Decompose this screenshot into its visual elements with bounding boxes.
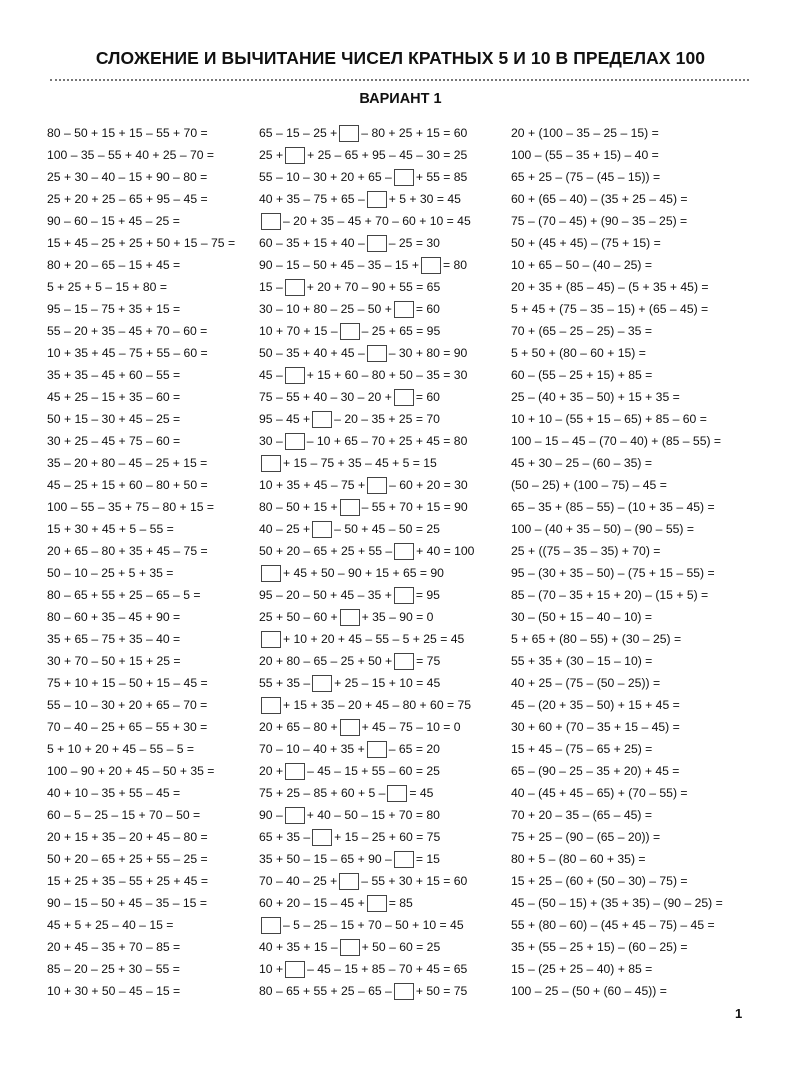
expression-row: 60 – (55 – 25 + 15) + 85 =	[511, 368, 653, 382]
answer-box[interactable]	[285, 433, 305, 450]
equation-right-part: = 95	[415, 588, 440, 602]
equation-row	[259, 276, 499, 298]
expression-row: 10 + 10 – (55 + 15 – 65) + 85 – 60 =	[511, 412, 707, 426]
expression-row: 25 + ((75 – 35 – 35) + 70) =	[511, 544, 661, 558]
equation-left-part: 65 + 35 –	[259, 830, 311, 844]
equation-row	[259, 342, 499, 364]
equation-row	[259, 694, 499, 716]
expression-row: 15 + 25 – (60 + (50 – 30) – 75) =	[511, 874, 688, 888]
equation-row	[259, 364, 499, 386]
equation-left-part: 40 + 35 + 15 –	[259, 940, 338, 954]
equation-right-part: – 5 – 25 – 15 + 70 – 50 + 10 = 45	[283, 918, 464, 932]
expression-row: 35 + (55 – 25 + 15) – (60 – 25) =	[511, 940, 688, 954]
equation-left-part: 25 + 50 – 60 +	[259, 610, 338, 624]
column-plain-expressions	[47, 122, 247, 1002]
equation-right-part: – 30 + 80 = 90	[388, 346, 468, 360]
expression-row: 40 + 25 – (75 – (50 – 25)) =	[511, 676, 661, 690]
equation-left-part: 20 + 80 – 65 – 25 + 50 +	[259, 654, 393, 668]
expression-row: 45 – (20 + 35 – 50) + 15 + 45 =	[511, 698, 680, 712]
answer-box[interactable]	[367, 895, 387, 912]
equation-right-part: + 50 – 60 = 25	[361, 940, 441, 954]
equation-right-part: – 45 – 15 + 85 – 70 + 45 = 65	[307, 962, 468, 976]
equation-left-part: 95 – 20 – 50 + 45 – 35 +	[259, 588, 392, 602]
expression-row: 15 + 45 – 25 + 25 + 50 + 15 – 75 =	[47, 236, 236, 250]
equation-row	[259, 408, 499, 430]
equation-right-part: + 45 + 50 – 90 + 15 + 65 = 90	[283, 566, 444, 580]
equation-row	[259, 452, 499, 474]
expression-row: 75 – (70 – 45) + (90 – 35 – 25) =	[511, 214, 688, 228]
expression-row: 10 + 35 + 45 – 75 + 55 – 60 =	[47, 346, 208, 360]
answer-box[interactable]	[261, 213, 281, 230]
expression-row: 80 – 50 + 15 + 15 – 55 + 70 =	[47, 126, 208, 140]
expression-row: (50 – 25) + (100 – 75) – 45 =	[511, 478, 667, 492]
equation-left-part: 10 +	[259, 962, 284, 976]
answer-box[interactable]	[367, 477, 387, 494]
equation-row	[259, 496, 499, 518]
expression-row: 20 + 35 + (85 – 45) – (5 + 35 + 45) =	[511, 280, 709, 294]
expression-row: 50 + (45 + 45) – (75 + 15) =	[511, 236, 661, 250]
equation-row	[259, 914, 499, 936]
equation-row	[259, 804, 499, 826]
equation-row	[259, 320, 499, 342]
expression-row: 70 – 40 – 25 + 65 – 55 + 30 =	[47, 720, 208, 734]
expression-row: 85 – 20 – 25 + 30 – 55 =	[47, 962, 180, 976]
equation-left-part: 70 – 10 – 40 + 35 +	[259, 742, 365, 756]
expression-row: 45 + 25 – 15 + 35 – 60 =	[47, 390, 181, 404]
dotted-divider	[50, 79, 749, 81]
equation-right-part: – 25 + 65 = 95	[361, 324, 441, 338]
equation-right-part: + 15 – 75 + 35 – 45 + 5 = 15	[283, 456, 437, 470]
answer-box[interactable]	[285, 807, 305, 824]
equation-right-part: – 10 + 65 – 70 + 25 + 45 = 80	[306, 434, 468, 448]
equation-left-part: 25 +	[259, 148, 284, 162]
equation-right-part: – 55 + 30 + 15 = 60	[361, 874, 468, 888]
answer-box[interactable]	[261, 631, 281, 648]
expression-row: 55 – 20 + 35 – 45 + 70 – 60 =	[47, 324, 208, 338]
equation-row	[259, 474, 499, 496]
expression-row: 45 + 5 + 25 – 40 – 15 =	[47, 918, 174, 932]
expression-row: 45 – (50 – 15) + (35 + 35) – (90 – 25) =	[511, 896, 723, 910]
equation-left-part: 15 –	[259, 280, 283, 294]
answer-box[interactable]	[285, 279, 305, 296]
equation-left-part: 20 +	[259, 764, 284, 778]
equation-left-part: 50 + 20 – 65 + 25 + 55 –	[259, 544, 393, 558]
equation-left-part: 55 + 35 –	[259, 676, 311, 690]
expression-row: 25 – (40 + 35 – 50) + 15 + 35 =	[511, 390, 680, 404]
answer-box[interactable]	[340, 939, 360, 956]
column-missing-number-equations	[259, 122, 499, 1002]
answer-box[interactable]	[367, 345, 387, 362]
expression-row: 85 – (70 – 35 + 15 + 20) – (15 + 5) =	[511, 588, 709, 602]
expression-row: 10 + 65 – 50 – (40 – 25) =	[511, 258, 652, 272]
expression-row: 55 – 10 – 30 + 20 + 65 – 70 =	[47, 698, 208, 712]
answer-box[interactable]	[285, 961, 305, 978]
equation-row	[259, 760, 499, 782]
expression-row: 50 + 15 – 30 + 45 – 25 =	[47, 412, 181, 426]
expression-row: 90 – 15 – 50 + 45 – 35 – 15 =	[47, 896, 207, 910]
equation-right-part: + 50 = 75	[415, 984, 468, 998]
equation-right-part: – 55 + 70 + 15 = 90	[361, 500, 468, 514]
expression-row: 40 + 10 – 35 + 55 – 45 =	[47, 786, 181, 800]
expression-row: 75 + 25 – (90 – (65 – 20)) =	[511, 830, 661, 844]
equation-row	[259, 892, 499, 914]
equation-right-part: = 75	[416, 654, 441, 668]
equation-right-part: + 25 – 15 + 10 = 45	[334, 676, 441, 690]
expression-row: 15 + 30 + 45 + 5 – 55 =	[47, 522, 174, 536]
expression-row: 20 + 15 + 35 – 20 + 45 – 80 =	[47, 830, 208, 844]
answer-box[interactable]	[394, 653, 414, 670]
equation-left-part: 80 – 50 + 15 +	[259, 500, 338, 514]
equation-right-part: – 60 + 20 = 30	[389, 478, 468, 492]
equation-row	[259, 672, 499, 694]
expression-row: 100 – 25 – (50 + (60 – 45)) =	[511, 984, 667, 998]
equation-row	[259, 298, 499, 320]
expression-row: 35 – 20 + 80 – 45 – 25 + 15 =	[47, 456, 208, 470]
equation-right-part: = 45	[409, 786, 434, 800]
answer-box[interactable]	[340, 609, 360, 626]
answer-box[interactable]	[421, 257, 441, 274]
answer-box[interactable]	[340, 719, 360, 736]
answer-box[interactable]	[367, 741, 387, 758]
equation-row	[259, 628, 499, 650]
answer-box[interactable]	[394, 587, 414, 604]
answer-box[interactable]	[285, 763, 305, 780]
expression-row: 20 + 45 – 35 + 70 – 85 =	[47, 940, 181, 954]
equation-left-part: 60 + 20 – 15 – 45 +	[259, 896, 365, 910]
equation-right-part: – 50 + 45 – 50 = 25	[334, 522, 440, 536]
answer-box[interactable]	[312, 829, 332, 846]
expression-row: 30 + 70 – 50 + 15 + 25 =	[47, 654, 181, 668]
equation-left-part: 90 –	[259, 808, 283, 822]
expression-row: 50 + 20 – 65 + 25 + 55 – 25 =	[47, 852, 208, 866]
equation-left-part: 70 – 40 – 25 +	[259, 874, 338, 888]
page-number: 1	[735, 1006, 743, 1021]
expression-row: 65 + 25 – (75 – (45 – 15)) =	[511, 170, 661, 184]
expression-row: 10 + 30 + 50 – 45 – 15 =	[47, 984, 181, 998]
expression-row: 30 – (50 + 15 – 40 – 10) =	[511, 610, 652, 624]
expression-row: 45 + 30 – 25 – (60 – 35) =	[511, 456, 652, 470]
answer-box[interactable]	[312, 411, 332, 428]
equation-row	[259, 188, 499, 210]
expression-row: 20 + (100 – 35 – 25 – 15) =	[511, 126, 659, 140]
expression-row: 45 – 25 + 15 + 60 – 80 + 50 =	[47, 478, 208, 492]
equation-row	[259, 518, 499, 540]
equation-left-part: 30 – 10 + 80 – 25 – 50 +	[259, 302, 392, 316]
answer-box[interactable]	[261, 455, 281, 472]
answer-box[interactable]	[339, 125, 359, 142]
equation-row	[259, 232, 499, 254]
equation-row	[259, 716, 499, 738]
equation-left-part: 90 – 15 – 50 + 45 – 35 – 15 +	[259, 258, 419, 272]
equation-row	[259, 826, 499, 848]
equation-left-part: 50 – 35 + 40 + 45 –	[259, 346, 365, 360]
expression-row: 100 – 55 – 35 + 75 – 80 + 15 =	[47, 500, 215, 514]
equation-row	[259, 738, 499, 760]
equation-left-part: 30 –	[259, 434, 283, 448]
equation-right-part: – 65 = 20	[388, 742, 440, 756]
equation-right-part: = 85	[388, 896, 413, 910]
answer-box[interactable]	[285, 147, 305, 164]
equation-row	[259, 386, 499, 408]
expression-row: 5 + 65 + (80 – 55) + (30 – 25) =	[511, 632, 682, 646]
answer-box[interactable]	[394, 301, 414, 318]
equation-left-part: 55 – 10 – 30 + 20 + 65 –	[259, 170, 392, 184]
equation-right-part: + 15 + 35 – 20 + 45 – 80 + 60 = 75	[283, 698, 472, 712]
answer-box[interactable]	[312, 521, 332, 538]
expression-row: 65 – 35 + (85 – 55) – (10 + 35 – 45) =	[511, 500, 715, 514]
equation-left-part: 75 – 55 + 40 – 30 – 20 +	[259, 390, 392, 404]
equation-row	[259, 870, 499, 892]
expression-row: 30 + 60 + (70 – 35 + 15 – 45) =	[511, 720, 680, 734]
expression-row: 55 + 35 + (30 – 15 – 10) =	[511, 654, 653, 668]
equation-row	[259, 848, 499, 870]
equation-right-part: + 25 – 65 + 95 – 45 – 30 = 25	[307, 148, 468, 162]
expression-row: 5 + 25 + 5 – 15 + 80 =	[47, 280, 167, 294]
expression-row: 100 – (55 – 35 + 15) – 40 =	[511, 148, 659, 162]
expression-row: 80 – 65 + 55 + 25 – 65 – 5 =	[47, 588, 201, 602]
expression-row: 80 + 20 – 65 – 15 + 45 =	[47, 258, 181, 272]
expression-row: 75 + 10 + 15 – 50 + 15 – 45 =	[47, 676, 208, 690]
equation-right-part: + 20 + 70 – 90 + 55 = 65	[306, 280, 441, 294]
equation-row	[259, 540, 499, 562]
answer-box[interactable]	[394, 543, 414, 560]
equation-left-part: 40 + 35 – 75 + 65 –	[259, 192, 365, 206]
equation-right-part: + 55 = 85	[415, 170, 468, 184]
equation-right-part: = 80	[442, 258, 467, 272]
equation-row	[259, 562, 499, 584]
equation-right-part: + 5 + 30 = 45	[388, 192, 461, 206]
equation-right-part: = 15	[415, 852, 440, 866]
expression-row: 100 – 15 – 45 – (70 – 40) + (85 – 55) =	[511, 434, 722, 448]
expression-row: 100 – 90 + 20 + 45 – 50 + 35 =	[47, 764, 215, 778]
expression-row: 25 + 30 – 40 – 15 + 90 – 80 =	[47, 170, 208, 184]
equation-left-part: 20 + 65 – 80 +	[259, 720, 338, 734]
answer-box[interactable]	[394, 851, 414, 868]
equation-left-part: 65 – 15 – 25 +	[259, 126, 338, 140]
expression-row: 100 – 35 – 55 + 40 + 25 – 70 =	[47, 148, 215, 162]
answer-box[interactable]	[394, 983, 414, 1000]
expression-row: 50 – 10 – 25 + 5 + 35 =	[47, 566, 174, 580]
equation-left-part: 95 – 45 +	[259, 412, 311, 426]
answer-box[interactable]	[312, 675, 332, 692]
equation-right-part: + 15 – 25 + 60 = 75	[334, 830, 441, 844]
expression-row: 100 – (40 + 35 – 50) – (90 – 55) =	[511, 522, 694, 536]
expression-row: 25 + 20 + 25 – 65 + 95 – 45 =	[47, 192, 208, 206]
expression-row: 35 + 65 – 75 + 35 – 40 =	[47, 632, 181, 646]
equation-right-part: = 60	[415, 390, 440, 404]
page-title: СЛОЖЕНИЕ И ВЫЧИТАНИЕ ЧИСЕЛ КРАТНЫХ 5 И 10 В ПРЕДЕЛАХ 100	[95, 48, 706, 68]
equation-right-part: – 25 = 30	[388, 236, 440, 250]
expression-row: 80 – 60 + 35 – 45 + 90 =	[47, 610, 181, 624]
expression-row: 60 + (65 – 40) – (35 + 25 – 45) =	[511, 192, 688, 206]
answer-box[interactable]	[285, 367, 305, 384]
equation-row	[259, 980, 499, 1002]
expression-row: 5 + 10 + 20 + 45 – 55 – 5 =	[47, 742, 195, 756]
equation-left-part: 80 – 65 + 55 + 25 – 65 –	[259, 984, 392, 998]
equation-right-part: + 35 – 90 = 0	[361, 610, 434, 624]
equation-right-part: + 10 + 20 + 45 – 55 – 5 + 25 = 45	[283, 632, 465, 646]
equation-row	[259, 166, 499, 188]
equation-right-part: – 20 + 35 – 45 + 70 – 60 + 10 = 45	[283, 214, 471, 228]
expression-row: 65 – (90 – 25 – 35 + 20) + 45 =	[511, 764, 680, 778]
equation-left-part: 40 – 25 +	[259, 522, 311, 536]
column-parenthesis-expressions	[511, 122, 761, 1002]
equation-left-part: 10 + 35 + 45 – 75 +	[259, 478, 366, 492]
answer-box[interactable]	[367, 235, 387, 252]
expression-row: 20 + 65 – 80 + 35 + 45 – 75 =	[47, 544, 208, 558]
expression-row: 5 + 50 + (80 – 60 + 15) =	[511, 346, 646, 360]
expression-row: 35 + 35 – 45 + 60 – 55 =	[47, 368, 181, 382]
answer-box[interactable]	[394, 389, 414, 406]
expression-row: 15 – (25 + 25 – 40) + 85 =	[511, 962, 653, 976]
equation-left-part: 35 + 50 – 15 – 65 + 90 –	[259, 852, 392, 866]
equation-left-part: 75 + 25 – 85 + 60 + 5 –	[259, 786, 386, 800]
equation-row	[259, 958, 499, 980]
variant-heading: ВАРИАНТ 1	[359, 91, 442, 107]
equation-left-part: 10 + 70 + 15 –	[259, 324, 338, 338]
equation-right-part: = 60	[415, 302, 440, 316]
equation-row	[259, 122, 499, 144]
equation-row	[259, 210, 499, 232]
answer-box[interactable]	[367, 191, 387, 208]
expression-row: 95 – 15 – 75 + 35 + 15 =	[47, 302, 181, 316]
expression-row: 60 – 5 – 25 – 15 + 70 – 50 =	[47, 808, 201, 822]
answer-box[interactable]	[340, 499, 360, 516]
equation-row	[259, 254, 499, 276]
answer-box[interactable]	[261, 565, 281, 582]
expression-row: 40 – (45 + 45 – 65) + (70 – 55) =	[511, 786, 688, 800]
equation-right-part: + 45 – 75 – 10 = 0	[361, 720, 461, 734]
equation-right-part: + 40 – 50 – 15 + 70 = 80	[306, 808, 440, 822]
equation-right-part: – 45 – 15 + 55 – 60 = 25	[307, 764, 440, 778]
equation-row	[259, 430, 499, 452]
expression-row: 95 – (30 + 35 – 50) – (75 + 15 – 55) =	[511, 566, 715, 580]
answer-box[interactable]	[387, 785, 407, 802]
expression-row: 30 + 25 – 45 + 75 – 60 =	[47, 434, 181, 448]
equation-right-part: – 80 + 25 + 15 = 60	[361, 126, 468, 140]
equation-row	[259, 782, 499, 804]
equation-row	[259, 606, 499, 628]
equation-right-part: – 20 – 35 + 25 = 70	[334, 412, 440, 426]
answer-box[interactable]	[394, 169, 414, 186]
answer-box[interactable]	[261, 697, 281, 714]
answer-box[interactable]	[339, 873, 359, 890]
equation-row	[259, 584, 499, 606]
expression-row: 80 + 5 – (80 – 60 + 35) =	[511, 852, 646, 866]
expression-row: 5 + 45 + (75 – 35 – 15) + (65 – 45) =	[511, 302, 709, 316]
equation-row	[259, 144, 499, 166]
expression-row: 70 + (65 – 25 – 25) – 35 =	[511, 324, 652, 338]
equation-left-part: 45 –	[259, 368, 283, 382]
expression-row: 15 + 25 + 35 – 55 + 25 + 45 =	[47, 874, 208, 888]
expression-row: 70 + 20 – 35 – (65 – 45) =	[511, 808, 652, 822]
equation-row	[259, 936, 499, 958]
expression-row: 90 – 60 – 15 + 45 – 25 =	[47, 214, 180, 228]
equation-right-part: + 40 = 100	[416, 544, 475, 558]
expression-row: 15 + 45 – (75 – 65 + 25) =	[511, 742, 653, 756]
equation-row	[259, 650, 499, 672]
answer-box[interactable]	[340, 323, 360, 340]
expression-row: 55 + (80 – 60) – (45 + 45 – 75) – 45 =	[511, 918, 715, 932]
equation-left-part: 60 – 35 + 15 + 40 –	[259, 236, 365, 250]
answer-box[interactable]	[261, 917, 281, 934]
equation-right-part: + 15 + 60 – 80 + 50 – 35 = 30	[306, 368, 468, 382]
